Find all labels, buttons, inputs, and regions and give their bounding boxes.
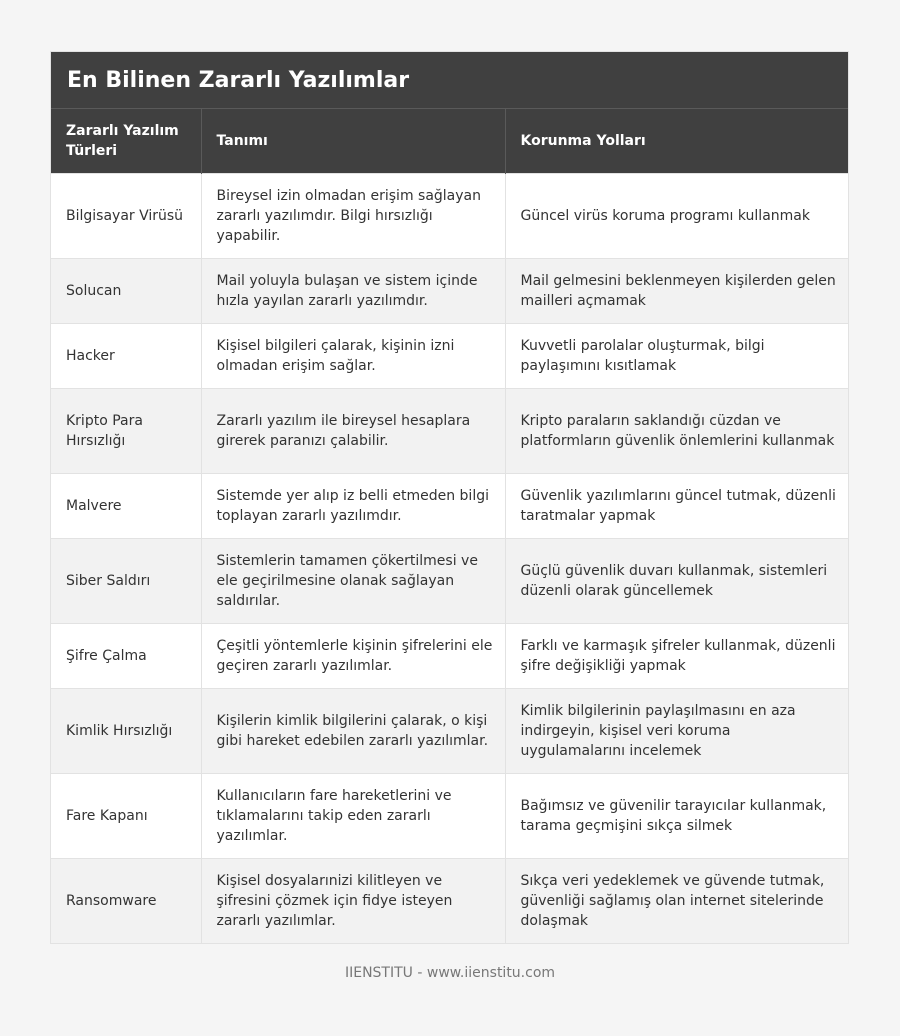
cell-type: Bilgisayar Virüsü — [51, 173, 201, 258]
table-row — [51, 858, 848, 943]
table-row — [51, 773, 848, 858]
cell-definition: Mail yoluyla bulaşan ve sistem içinde hızla yayılan zararlı yazılımdır. — [201, 258, 505, 323]
cell-type: Solucan — [51, 258, 201, 323]
header-row — [51, 109, 848, 173]
column-header-protection: Korunma Yolları — [505, 109, 848, 173]
cell-protection: Mail gelmesini beklenmeyen kişilerden gelen mailleri açmamak — [505, 258, 848, 323]
cell-type: Ransomware — [51, 858, 201, 943]
cell-protection: Güvenlik yazılımlarını güncel tutmak, düzenli taratmalar yapmak — [505, 473, 848, 538]
cell-definition: Çeşitli yöntemlerle kişinin şifrelerini ele geçiren zararlı yazılımlar. — [201, 623, 505, 688]
table-row — [51, 388, 848, 473]
cell-type: Hacker — [51, 323, 201, 388]
cell-definition: Kullanıcıların fare hareketlerini ve tıklamalarını takip eden zararlı yazılımlar. — [201, 773, 505, 858]
cell-type: Kimlik Hırsızlığı — [51, 688, 201, 773]
cell-protection: Sıkça veri yedeklemek ve güvende tutmak, güvenliği sağlamış olan internet sitelerinde dolaşmak — [505, 858, 848, 943]
cell-definition: Sistemlerin tamamen çökertilmesi ve ele geçirilmesine olanak sağlayan saldırılar. — [201, 538, 505, 623]
table-row — [51, 258, 848, 323]
cell-definition: Kişilerin kimlik bilgilerini çalarak, o kişi gibi hareket edebilen zararlı yazılımlar. — [201, 688, 505, 773]
cell-protection: Güncel virüs koruma programı kullanmak — [505, 173, 848, 258]
footer-credit: IIENSTITU - www.iienstitu.com — [344, 965, 556, 981]
table-row — [51, 173, 848, 258]
cell-definition: Bireysel izin olmadan erişim sağlayan zararlı yazılımdır. Bilgi hırsızlığı yapabilir. — [201, 173, 505, 258]
cell-protection: Kuvvetli parolalar oluşturmak, bilgi paylaşımını kısıtlamak — [505, 323, 848, 388]
cell-definition: Zararlı yazılım ile bireysel hesaplara girerek paranızı çalabilir. — [201, 388, 505, 473]
cell-definition: Kişisel bilgileri çalarak, kişinin izni olmadan erişim sağlar. — [201, 323, 505, 388]
table-row — [51, 538, 848, 623]
table-row — [51, 623, 848, 688]
cell-definition: Kişisel dosyalarınizi kilitleyen ve şifresini çözmek için fidye isteyen zararlı yazılımlar. — [201, 858, 505, 943]
table-title: En Bilinen Zararlı Yazılımlar — [51, 52, 848, 109]
table-row — [51, 323, 848, 388]
cell-type: Fare Kapanı — [51, 773, 201, 858]
cell-protection: Kimlik bilgilerinin paylaşılmasını en aza indirgeyin, kişisel veri koruma uygulamalarını incelemek — [505, 688, 848, 773]
cell-protection: Güçlü güvenlik duvarı kullanmak, sistemleri düzenli olarak güncellemek — [505, 538, 848, 623]
table-row — [51, 688, 848, 773]
cell-protection: Bağımsız ve güvenilir tarayıcılar kullanmak, tarama geçmişini sıkça silmek — [505, 773, 848, 858]
cell-protection: Kripto paraların saklandığı cüzdan ve platformların güvenlik önlemlerini kullanmak — [505, 388, 848, 473]
cell-protection: Farklı ve karmaşık şifreler kullanmak, düzenli şifre değişikliği yapmak — [505, 623, 848, 688]
malware-table — [51, 109, 848, 943]
cell-type: Malvere — [51, 473, 201, 538]
table-card — [50, 51, 849, 944]
column-header-definition: Tanımı — [201, 109, 505, 173]
cell-type: Şifre Çalma — [51, 623, 201, 688]
column-header-type: Zararlı Yazılım Türleri — [51, 109, 201, 173]
cell-definition: Sistemde yer alıp iz belli etmeden bilgi toplayan zararlı yazılımdır. — [201, 473, 505, 538]
cell-type: Siber Saldırı — [51, 538, 201, 623]
cell-type: Kripto Para Hırsızlığı — [51, 388, 201, 473]
table-row — [51, 473, 848, 538]
